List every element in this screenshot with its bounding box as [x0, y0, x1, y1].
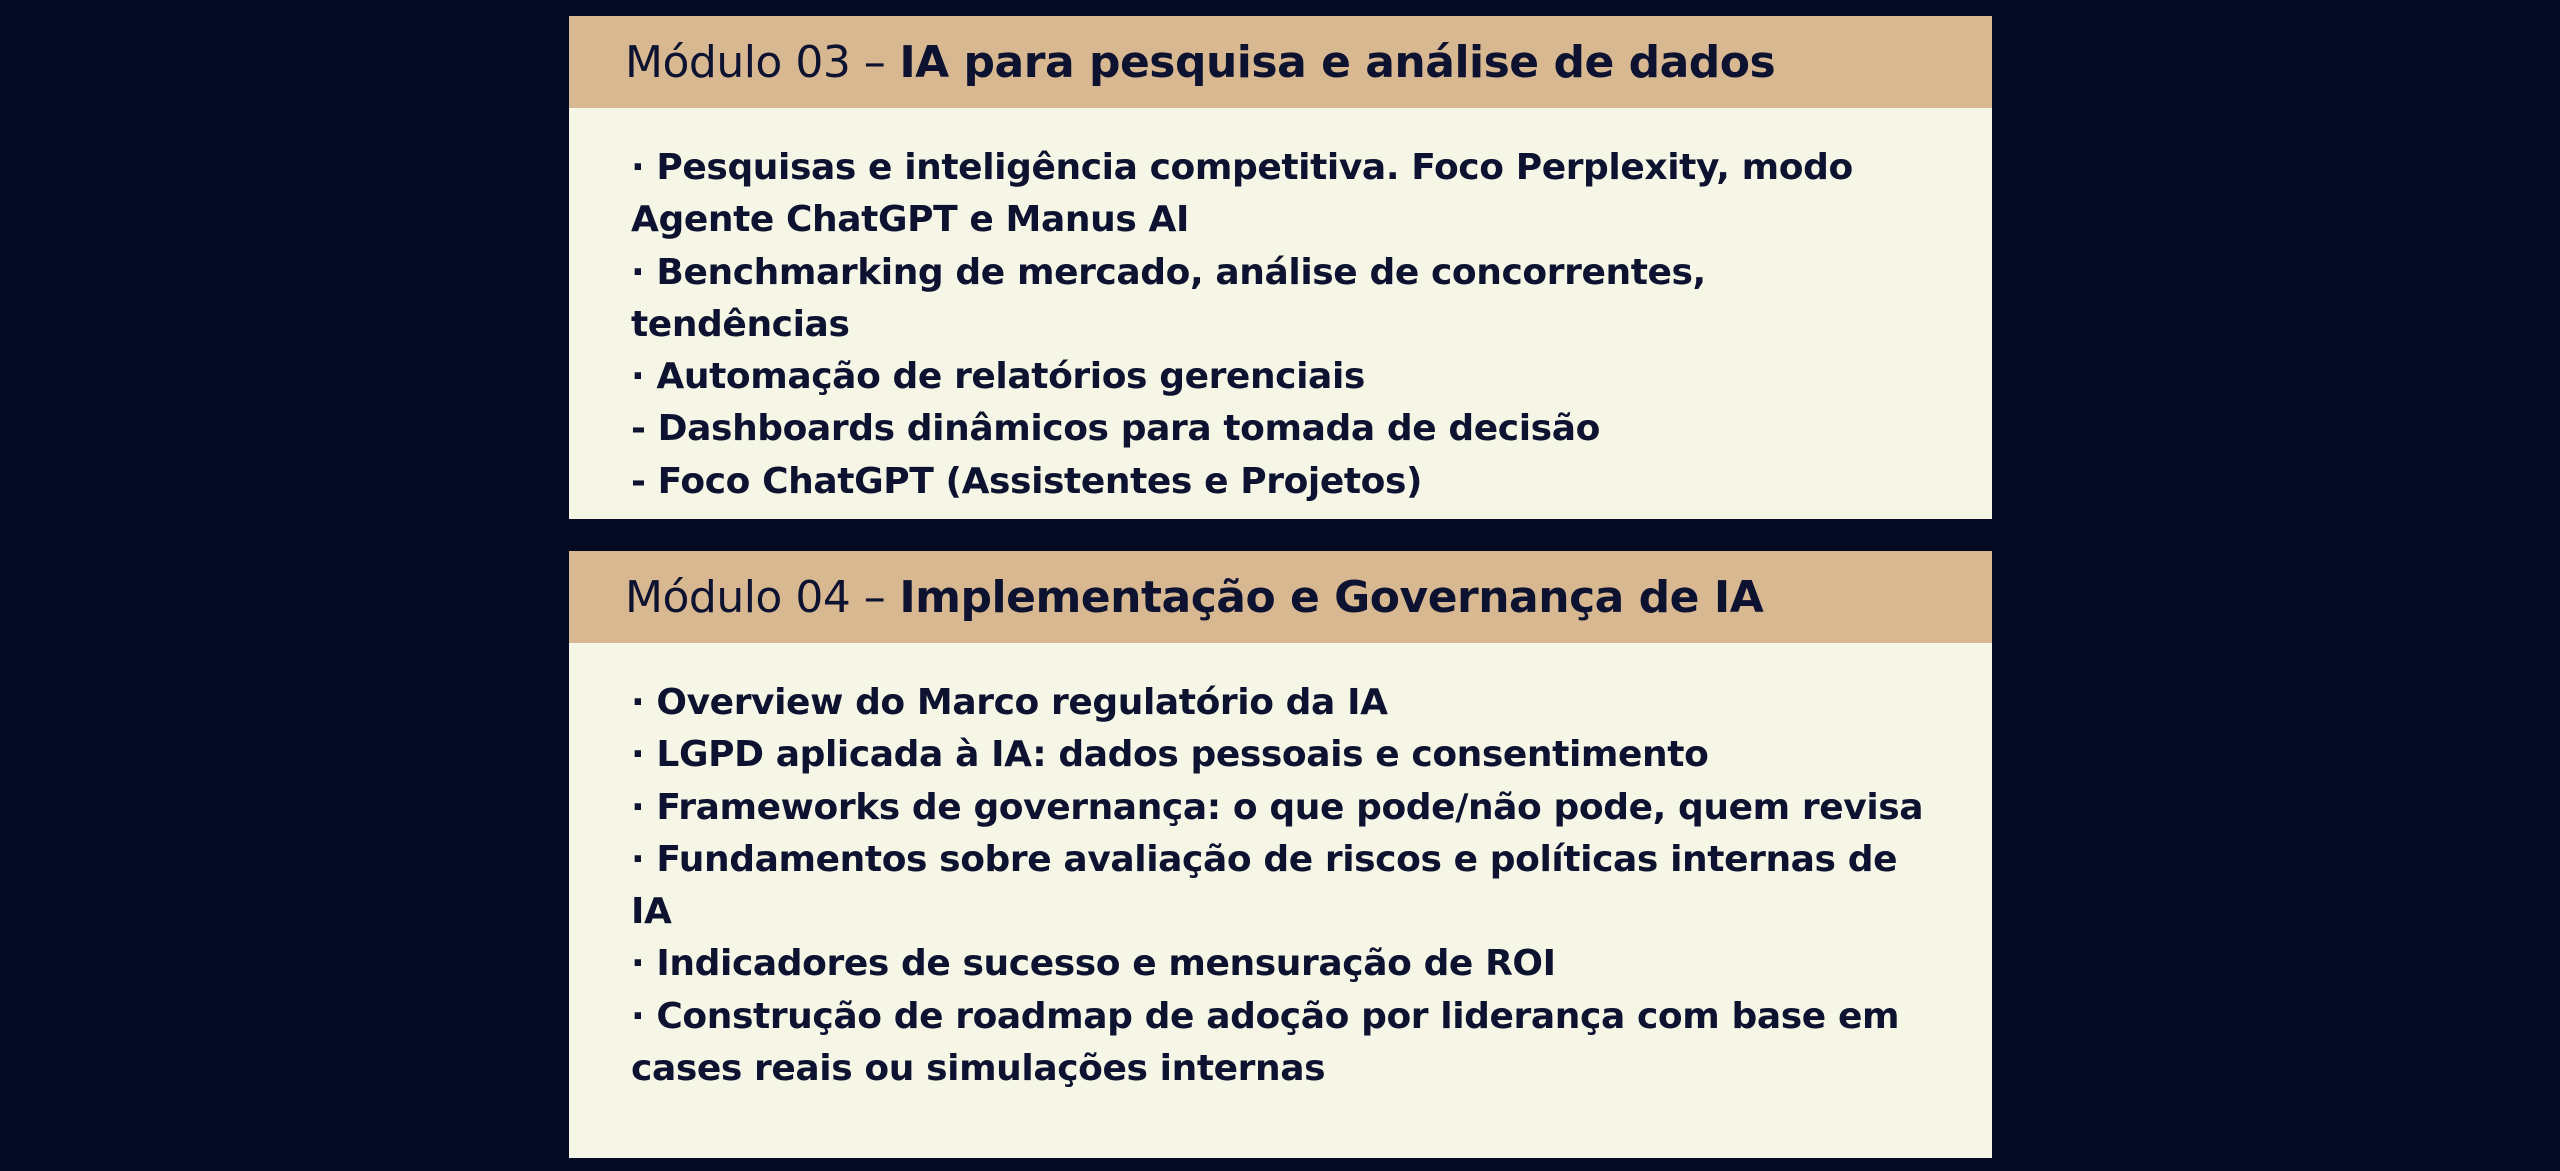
module-04-topic: · Construção de roadmap de adoção por liderança com base em cases reais ou simulações internas	[631, 995, 1900, 1090]
module-04-number: Módulo 04 –	[625, 571, 886, 623]
module-03-topic: - Foco ChatGPT (Assistentes e Projetos)	[631, 460, 1423, 502]
module-03-topic: · Automação de relatórios gerenciais	[631, 356, 1365, 398]
module-03-header	[569, 16, 1992, 108]
module-04-card	[569, 551, 1992, 1158]
module-04-title: Implementação e Governança de IA	[899, 571, 1764, 623]
module-04-topic: · Overview do Marco regulatório da IA	[631, 682, 1388, 723]
module-03-title: IA para pesquisa e análise de dados	[899, 36, 1776, 88]
module-03-topic-list	[569, 108, 1992, 508]
module-04-topic: · Indicadores de sucesso e mensuração de ROI	[631, 943, 1556, 985]
module-03-topic: - Dashboards dinâmicos para tomada de decisão	[631, 408, 1600, 450]
module-04-topic-list	[569, 643, 1992, 1095]
module-03-topic: · Benchmarking de mercado, análise de concorrentes, tendências	[631, 251, 1706, 345]
module-03-number: Módulo 03 –	[625, 36, 886, 88]
module-04-topic: · Fundamentos sobre avaliação de riscos e políticas internas de IA	[631, 838, 1898, 933]
module-04-topic: · LGPD aplicada à IA: dados pessoais e consentimento	[631, 734, 1709, 776]
module-03-card	[569, 16, 1992, 519]
module-04-topic: · Frameworks de governança: o que pode/não pode, quem revisa	[631, 786, 1924, 828]
module-04-header	[569, 551, 1992, 643]
module-03-topic: · Pesquisas e inteligência competitiva. Foco Perplexity, modo Agente ChatGPT e Manus AI	[631, 147, 1853, 241]
